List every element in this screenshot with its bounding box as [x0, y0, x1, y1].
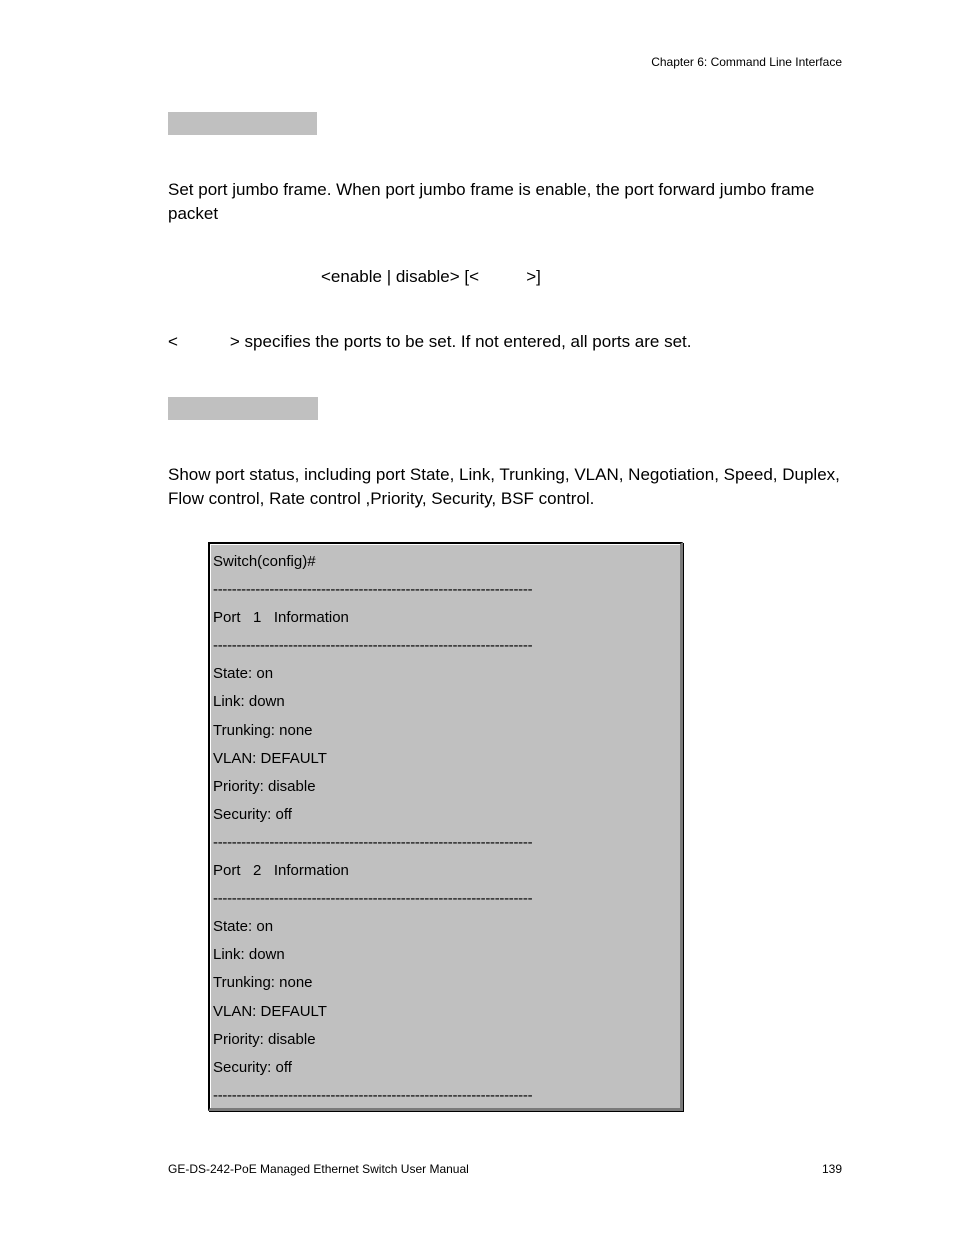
console-separator: --------------------------------------------------------------------: [213, 637, 533, 655]
console-line: Link: down: [213, 693, 285, 711]
console-line: Security: off: [213, 805, 292, 823]
console-separator: --------------------------------------------------------------------: [213, 581, 533, 599]
console-line: Trunking: none: [213, 974, 313, 992]
console-line: Port 2 Information: [213, 862, 349, 880]
console-line: Trunking: none: [213, 721, 313, 739]
console-line: Port 1 Information: [213, 609, 349, 627]
port-parameter-description: < > specifies the ports to be set. If not entered, all ports are set.: [168, 332, 692, 351]
console-line: Switch(config)#: [213, 553, 316, 570]
console-line: State: on: [213, 665, 274, 683]
chapter-header: Chapter 6: Command Line Interface: [651, 55, 842, 69]
console-line: VLAN: DEFAULT: [213, 749, 327, 767]
console-line: Link: down: [213, 946, 285, 964]
jumbo-frame-syntax: <enable | disable> [< >]: [321, 267, 541, 286]
footer-page-number: 139: [821, 1162, 842, 1176]
console-line: Priority: disable: [213, 777, 316, 795]
port-status-description: Show port status, including port State, Link, Trunking, VLAN, Negotiation, Speed, Duplex, Flow control, Rate control ,Priority, Security, BSF control.: [168, 465, 840, 508]
command-label-placeholder-2: [168, 397, 318, 420]
console-separator: --------------------------------------------------------------------: [213, 833, 533, 851]
jumbo-frame-description: Set port jumbo frame. When port jumbo frame is enable, the port forward jumbo frame packet: [168, 180, 815, 223]
console-line: Priority: disable: [213, 1030, 316, 1048]
console-separator: --------------------------------------------------------------------: [213, 1086, 533, 1104]
console-line: Security: off: [213, 1058, 292, 1076]
command-label-placeholder: [168, 112, 317, 135]
console-separator: --------------------------------------------------------------------: [213, 890, 533, 908]
footer-manual-title: GE-DS-242-PoE Managed Ethernet Switch User Manual: [168, 1162, 469, 1176]
console-output-box: [208, 542, 683, 1111]
console-line: VLAN: DEFAULT: [213, 1002, 327, 1020]
console-lines: [213, 548, 532, 1110]
console-line: State: on: [213, 918, 274, 936]
